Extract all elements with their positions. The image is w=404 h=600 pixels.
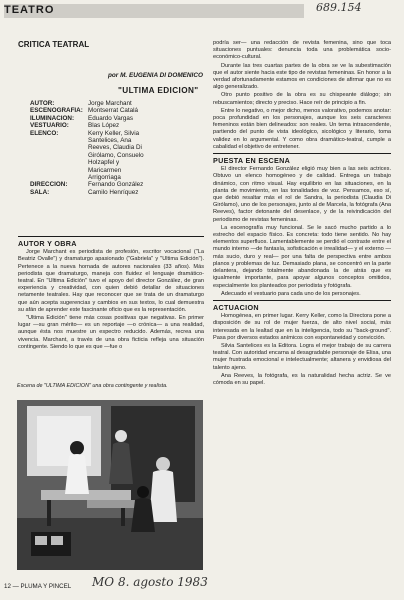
credit-role: SALA: bbox=[30, 188, 50, 196]
paragraph: Ana Reeves, la fotógrafa, es la naturalidad hecha actriz. Se ve cómoda en su papel. bbox=[213, 372, 391, 386]
credit-names: Camilo Henríquez bbox=[88, 188, 139, 196]
credit-role: ELENCO: bbox=[30, 129, 59, 137]
credit-role: VESTUARIO: bbox=[30, 122, 69, 130]
credit-names: Kerry Keller, Silvia Santelices, Ana Reeves, Claudia Di Girólamo, Consuelo Holzapfel y Maricarmen Arrigorriaga bbox=[88, 129, 144, 182]
credit-role: ESCENOGRAFIA: bbox=[30, 107, 83, 115]
paragraph: La escenografía muy funcional. Se le sacó mucho partido a lo estrecho del espacio físico. Es concreta: todo tiene sentido. No hay elementos superfluos. Lamentablemente se perdió el contraste entre el mundo interno —de fantasía, sofisticación e irrealidad— y el externo —más sucio, duro y real— por una falta de perspectiva entre ambos planos y problemas de luz. Demasiado plana, se concentró en la parte delantera, dejando totalmente abandonada la de atrás que es igualmente importante, para apoyar algunos conceptos omitidos, especialmente los planteados por periodista y fotógrafa. bbox=[213, 224, 391, 289]
heading-actuacion: ACTUACION bbox=[213, 302, 259, 312]
credits-list bbox=[30, 100, 200, 196]
credit-role: ILUMINACION: bbox=[30, 114, 75, 122]
play-title: "ULTIMA EDICION" bbox=[118, 86, 199, 95]
section-divider bbox=[213, 153, 391, 154]
byline: por M. EUGENIA DI DOMENICO bbox=[108, 72, 203, 79]
paragraph: "Ultima Edición" tiene más cosas positivas que negativas. En primer lugar —su gran mérito— es un reportaje —o crónica— a una realidad, aunque ésta nos muestre un espectro reducido. Además, recrea una vivencia. Marchant, a través de una obra ficticia refleja una situación contingente. Siendo lo que es que —fue o bbox=[18, 315, 204, 350]
left-column bbox=[18, 234, 204, 352]
paragraph: Homogénea, en primer lugar. Kerry Keller, como la Directora pone a disposición de su rol de mujer fuerza, de alto nivel social, más interesada en la lealtad que en la inteligencia, todo su "back-ground". Pasa por diversos estados anímicos con espontaneidad y convicción. bbox=[213, 313, 391, 341]
heading-puesta-en-escena: PUESTA EN ESCENA bbox=[213, 156, 291, 166]
photo-caption: Escena de "ULTIMA EDICION" una obra contingente y realista. bbox=[17, 383, 168, 389]
paragraph: Entre lo negativo, o mejor dicho, menos valorativo, podemos anotar: poca profundidad en los personajes, aunque los seis caracteres femeninos están bien delineados: son reales. Un tema intrascendente, partiendo del punto de vista ideológico, sicológico y literario, toma validez en lo argumental. Y como obra dramático-teatral, cumple a cabalidad el objetivo de entretener. bbox=[213, 107, 391, 150]
credit-role: AUTOR: bbox=[30, 100, 55, 107]
credit-role: DIRECCION: bbox=[30, 181, 68, 189]
credit-names: Fernando González bbox=[88, 181, 144, 189]
stage-photo bbox=[17, 400, 203, 570]
section-label: TEATRO bbox=[4, 4, 55, 16]
paragraph: Otro punto positivo de la obra es su chispeante diálogo; sin rebuscamientos; directo y preciso. Hace reír de principio a fin. bbox=[213, 92, 391, 106]
paragraph: Jorge Marchant es periodista de profesión, escritor vocacional ("La Beatriz Ovalle") y dramaturgo apasionado ("Gabriela" y "Ultima Edición"). Pertenece a la nueva hornada de autores nacionales (33 años). Más periodista que dramaturgo, maneja con fluidez el lenguaje dramático-teatral. En "Ultima Edición" tuvo el apoyo del director González, de gran experiencia y creatividad, con quien debió detallar de situaciones netamente teatrales. Hay que reconocer que se trata de un dramaturgo que aún acepta sugerencias y cambios en sus textos, lo cual demuestra su afán de aprender este fascinante oficio que es la representación. bbox=[18, 249, 204, 313]
paragraph: Adecuado el vestuario para cada uno de los personajes. bbox=[221, 290, 361, 297]
kicker: CRITICA TEATRAL bbox=[18, 40, 90, 49]
archive-stamp: 689.154 bbox=[316, 1, 362, 14]
paragraph: Silvia Santelices es la Editora. Logra el mejor trabajo de su carrera teatral. Con autoridad encarna al desagradable personaje de Elisa, una mujer frustrada emocional e intelectualmente; altanera y envidiosa del talento ajeno. bbox=[213, 342, 391, 371]
heading-autor-obra: AUTOR Y OBRA bbox=[18, 239, 77, 248]
stage-photo-illustration bbox=[17, 400, 203, 570]
credit-names: Blas López bbox=[88, 122, 120, 130]
section-divider bbox=[18, 236, 204, 237]
credit-names: Montserrat Catalá bbox=[88, 107, 139, 115]
credit-names: Jorge Marchant bbox=[88, 100, 132, 107]
section-divider bbox=[213, 300, 391, 301]
paragraph: podría ser— una redacción de revista femenina, sino que toca situaciones puntuales: denuncia toda una problemática socio-económico-cultural. bbox=[213, 40, 391, 61]
paragraph: Durante las tres cuartas partes de la obra se ve la subestimación que el autor siente hacia este tipo de revistas femeninas. En honor a la verdad afortunadamente estamos en condiciones de afirmar que no es algo generalizado. bbox=[213, 62, 391, 91]
page-footer-label: 12 — PLUMA Y PINCEL bbox=[4, 583, 72, 590]
paragraph: El director Fernando González eligió muy bien a las seis actrices. Obtuvo un elenco homogéneo y de calidad. Entrega un trabajo dinámico, con ritmo visual. Hay equilibrio en las situaciones, en la planta de movimiento, en las tonalidades de voz. Pensamos, eso sí, que debió resaltar más el rol de Sandra, la periodista (Claudia Di Girólamo), uno de los personajes, junto al de Marcela, la fotógrafa (Ana Reeves), factor detonante del desenlace, y de la reivindicación del periodismo de revistas femeninas. bbox=[213, 166, 391, 223]
credit-names: Eduardo Vargas bbox=[88, 114, 134, 122]
handwritten-date: MO 8. agosto 1983 bbox=[92, 575, 208, 589]
right-column bbox=[213, 40, 391, 388]
